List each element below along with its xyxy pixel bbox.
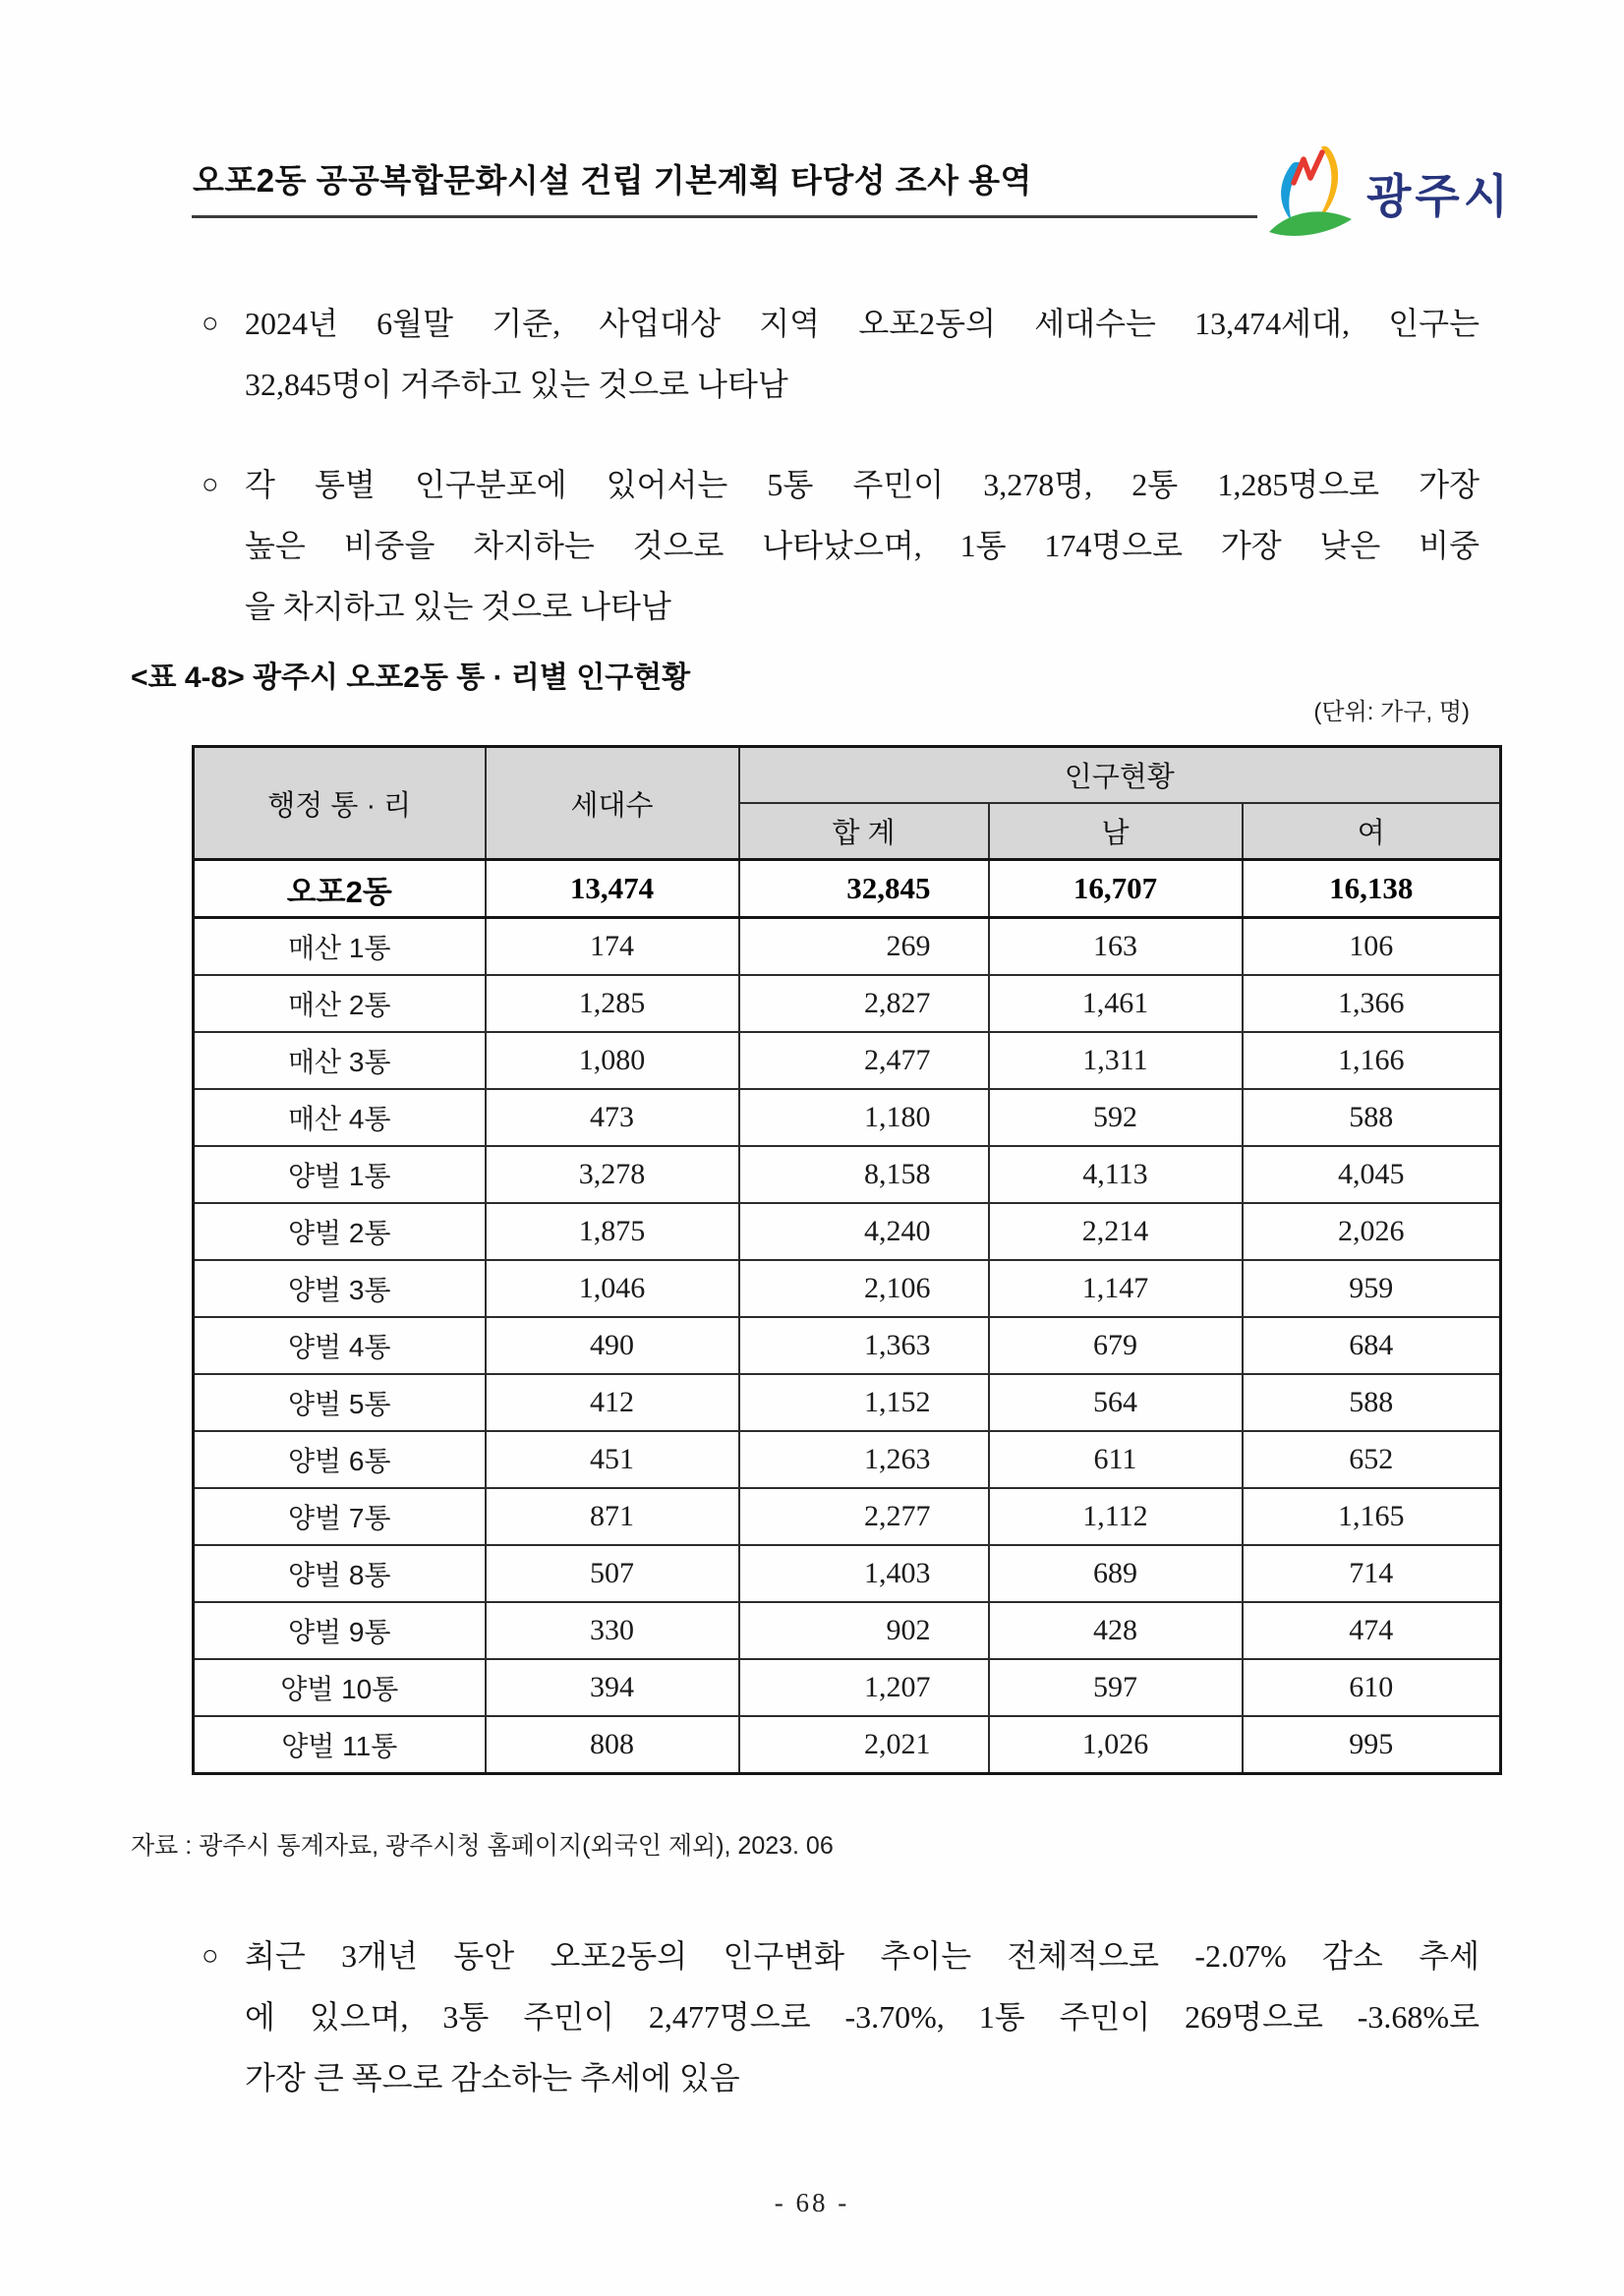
male-cell: 1,112 xyxy=(989,1488,1243,1545)
col-header-female: 여 xyxy=(1243,803,1501,860)
table-caption: <표 4-8> 광주시 오포2동 통 · 리별 인구현황 xyxy=(131,661,691,694)
city-logo xyxy=(1260,144,1512,242)
table-row xyxy=(194,1716,1501,1774)
table-row xyxy=(194,975,1501,1032)
bullet-line: 에 있으며, 3통 주민이 2,477명으로 -3.70%, 1통 주민이 269명으로 -3.68%로 xyxy=(245,1999,1479,2035)
female-cell: 474 xyxy=(1243,1602,1501,1659)
households-cell: 473 xyxy=(486,1089,739,1146)
bullet-paragraph xyxy=(202,454,1479,637)
region-cell: 양벌 3통 xyxy=(194,1260,486,1317)
region-cell: 매산 3통 xyxy=(194,1032,486,1089)
page-title: 오포2동 공공복합문화시설 건립 기본계획 타당성 조사 용역 xyxy=(193,162,1032,199)
total-cell: 2,827 xyxy=(739,975,989,1032)
table-row xyxy=(194,1260,1501,1317)
region-cell: 양벌 1통 xyxy=(194,1146,486,1203)
region-cell: 매산 1통 xyxy=(194,918,486,976)
region-cell: 양벌 2통 xyxy=(194,1203,486,1260)
logo-text: 광주시 xyxy=(1366,169,1513,222)
col-header-male: 남 xyxy=(989,803,1243,860)
male-cell: 1,026 xyxy=(989,1716,1243,1774)
region-cell: 양벌 4통 xyxy=(194,1317,486,1374)
table-row xyxy=(194,1488,1501,1545)
col-header-total: 합 계 xyxy=(739,803,989,860)
source-note: 자료 : 광주시 통계자료, 광주시청 홈페이지(외국인 제외), 2023. 06 xyxy=(131,1832,834,1860)
female-cell: 2,026 xyxy=(1243,1203,1501,1260)
bullet-line: 최근 3개년 동안 오포2동의 인구변화 추이는 전체적으로 -2.07% 감소 추세 xyxy=(245,1938,1479,1974)
bullet-marker: ○ xyxy=(202,308,219,339)
summary-row xyxy=(194,860,1501,918)
region-cell: 양벌 11통 xyxy=(194,1716,486,1774)
total-cell: 32,845 xyxy=(739,860,989,918)
male-cell: 4,113 xyxy=(989,1146,1243,1203)
table-row xyxy=(194,1032,1501,1089)
table-row xyxy=(194,918,1501,976)
households-cell: 451 xyxy=(486,1431,739,1488)
households-cell: 1,875 xyxy=(486,1203,739,1260)
table-row xyxy=(194,1374,1501,1431)
households-cell: 507 xyxy=(486,1545,739,1602)
male-cell: 1,147 xyxy=(989,1260,1243,1317)
col-header-households: 세대수 xyxy=(486,747,739,860)
male-cell: 428 xyxy=(989,1602,1243,1659)
male-cell: 1,311 xyxy=(989,1032,1243,1089)
total-cell: 1,403 xyxy=(739,1545,989,1602)
male-cell: 163 xyxy=(989,918,1243,976)
female-cell: 959 xyxy=(1243,1260,1501,1317)
male-cell: 16,707 xyxy=(989,860,1243,918)
total-cell: 1,363 xyxy=(739,1317,989,1374)
region-cell: 매산 4통 xyxy=(194,1089,486,1146)
table-row xyxy=(194,1089,1501,1146)
total-cell: 902 xyxy=(739,1602,989,1659)
female-cell: 1,166 xyxy=(1243,1032,1501,1089)
table-row xyxy=(194,1317,1501,1374)
total-cell: 1,180 xyxy=(739,1089,989,1146)
total-cell: 4,240 xyxy=(739,1203,989,1260)
households-cell: 412 xyxy=(486,1374,739,1431)
bullet-line: 2024년 6월말 기준, 사업대상 지역 오포2동의 세대수는 13,474세대, 인구는 xyxy=(245,306,1479,341)
female-cell: 684 xyxy=(1243,1317,1501,1374)
bullet-line: 각 통별 인구분포에 있어서는 5통 주민이 3,278명, 2통 1,285명으로 가장 xyxy=(245,467,1479,502)
total-cell: 1,263 xyxy=(739,1431,989,1488)
male-cell: 1,461 xyxy=(989,975,1243,1032)
region-cell: 양벌 10통 xyxy=(194,1659,486,1716)
col-header-region: 행정 통 · 리 xyxy=(194,747,486,860)
households-cell: 808 xyxy=(486,1716,739,1774)
male-cell: 592 xyxy=(989,1089,1243,1146)
region-cell: 매산 2통 xyxy=(194,975,486,1032)
col-header-population-group: 인구현황 xyxy=(739,747,1501,804)
page-number: - 68 - xyxy=(774,2188,850,2217)
table-row xyxy=(194,1146,1501,1203)
male-cell: 2,214 xyxy=(989,1203,1243,1260)
total-cell: 269 xyxy=(739,918,989,976)
households-cell: 394 xyxy=(486,1659,739,1716)
total-cell: 1,152 xyxy=(739,1374,989,1431)
table-row xyxy=(194,1431,1501,1488)
male-cell: 689 xyxy=(989,1545,1243,1602)
female-cell: 995 xyxy=(1243,1716,1501,1774)
table-row xyxy=(194,1203,1501,1260)
total-cell: 2,477 xyxy=(739,1032,989,1089)
bullet-paragraph xyxy=(202,293,1479,415)
households-cell: 490 xyxy=(486,1317,739,1374)
female-cell: 588 xyxy=(1243,1374,1501,1431)
households-cell: 1,285 xyxy=(486,975,739,1032)
female-cell: 16,138 xyxy=(1243,860,1501,918)
table-row xyxy=(194,1545,1501,1602)
female-cell: 4,045 xyxy=(1243,1146,1501,1203)
female-cell: 588 xyxy=(1243,1089,1501,1146)
table-header-row xyxy=(194,747,1501,804)
region-cell: 양벌 7통 xyxy=(194,1488,486,1545)
male-cell: 597 xyxy=(989,1659,1243,1716)
bullet-line: 을 차지하고 있는 것으로 나타남 xyxy=(245,589,671,624)
female-cell: 106 xyxy=(1243,918,1501,976)
gwangju-emblem-icon xyxy=(1260,144,1361,242)
bullet-line: 32,845명이 거주하고 있는 것으로 나타남 xyxy=(245,367,788,402)
female-cell: 714 xyxy=(1243,1545,1501,1602)
header-rule xyxy=(192,215,1257,218)
male-cell: 679 xyxy=(989,1317,1243,1374)
female-cell: 652 xyxy=(1243,1431,1501,1488)
households-cell: 174 xyxy=(486,918,739,976)
male-cell: 564 xyxy=(989,1374,1243,1431)
table-row xyxy=(194,1602,1501,1659)
bullet-line: 높은 비중을 차지하는 것으로 나타났으며, 1통 174명으로 가장 낮은 비중 xyxy=(245,528,1479,563)
total-cell: 2,106 xyxy=(739,1260,989,1317)
bullet-marker: ○ xyxy=(202,469,219,500)
households-cell: 330 xyxy=(486,1602,739,1659)
male-cell: 611 xyxy=(989,1431,1243,1488)
female-cell: 1,165 xyxy=(1243,1488,1501,1545)
population-table xyxy=(192,745,1502,1775)
households-cell: 13,474 xyxy=(486,860,739,918)
households-cell: 1,046 xyxy=(486,1260,739,1317)
region-cell: 양벌 5통 xyxy=(194,1374,486,1431)
households-cell: 1,080 xyxy=(486,1032,739,1089)
region-cell: 양벌 8통 xyxy=(194,1545,486,1602)
bullet-paragraph xyxy=(202,1925,1479,2108)
table-row xyxy=(194,1659,1501,1716)
total-cell: 1,207 xyxy=(739,1659,989,1716)
households-cell: 3,278 xyxy=(486,1146,739,1203)
total-cell: 2,277 xyxy=(739,1488,989,1545)
total-cell: 8,158 xyxy=(739,1146,989,1203)
region-cell: 양벌 6통 xyxy=(194,1431,486,1488)
households-cell: 871 xyxy=(486,1488,739,1545)
unit-note: (단위: 가구, 명) xyxy=(1313,699,1470,725)
region-cell: 양벌 9통 xyxy=(194,1602,486,1659)
region-cell: 오포2동 xyxy=(194,860,486,918)
female-cell: 610 xyxy=(1243,1659,1501,1716)
bullet-marker: ○ xyxy=(202,1940,219,1972)
total-cell: 2,021 xyxy=(739,1716,989,1774)
bullet-line: 가장 큰 폭으로 감소하는 추세에 있음 xyxy=(245,2060,740,2095)
female-cell: 1,366 xyxy=(1243,975,1501,1032)
